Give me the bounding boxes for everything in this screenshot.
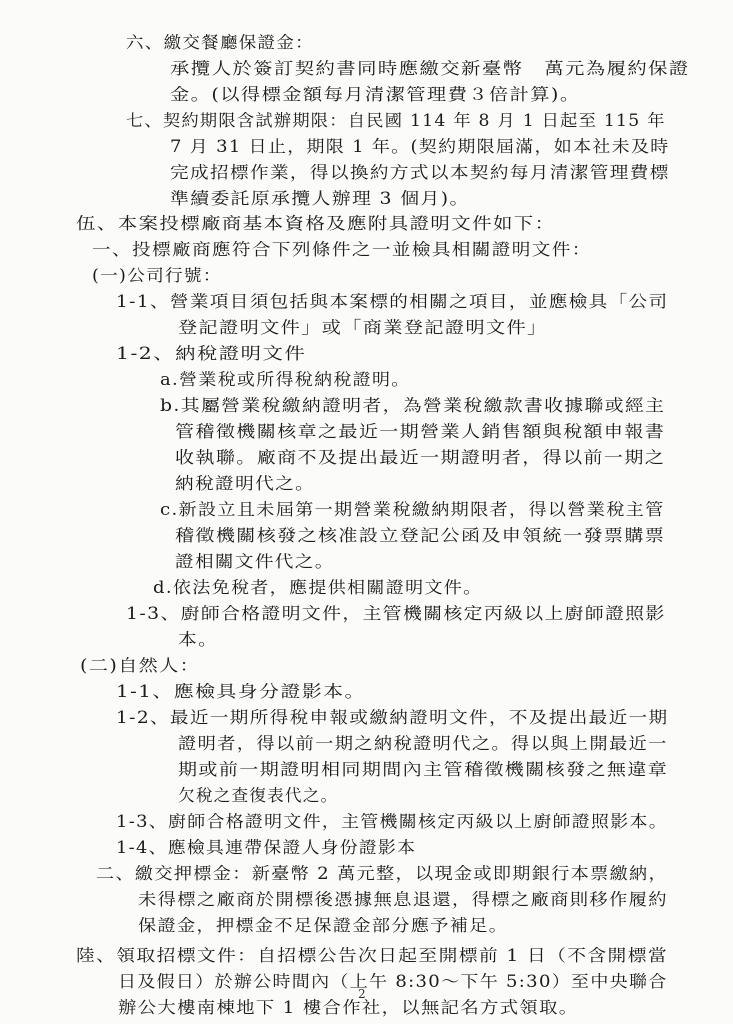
- clause-7-text-line: 準續委託原承攬人辦理 3 個月)。: [170, 189, 470, 208]
- item-1-1-company-cont: 登記證明文件」或「商業登記證明文件」: [178, 318, 548, 337]
- natural-person-heading: (二)自然人：: [80, 656, 201, 675]
- item-1-1-company: 1-1、營業項目須包括與本案標的相關之項目，並應檢具「公司: [116, 292, 669, 311]
- item-1-3-person: 1-3、廚師合格證明文件，主管機關核定丙級以上廚師證照影本。: [116, 812, 668, 831]
- item-1-2-person: 1-2、最近一期所得稅申報或繳納證明文件，不及提出最近一期: [116, 708, 669, 727]
- clause-7-text-line: 7 月 31 日止，期限 1 年。(契約期限屆滿，如本社未及時: [170, 137, 670, 156]
- clause-6-text-line: 承攬人於簽訂契約書同時應繳交新臺幣 萬元為履約保證: [170, 59, 690, 78]
- item-b-cont: 納稅證明代之。: [175, 474, 316, 493]
- item-1-2-person-cont: 證明者，得以前一期之納稅證明代之。得以與上開最近一: [178, 734, 668, 753]
- clause-7-heading: 七、契約期限含試辦期限：自民國 114 年 8 月 1 日起至 115 年: [126, 111, 666, 130]
- subsection-2-cont: 保證金，押標金不足保證金部分應予補足。: [138, 916, 509, 935]
- subsection-2-cont: 未得標之廠商於開標後憑據無息退還，得標之廠商則移作履約: [138, 890, 668, 909]
- section-6-cont: 辦公大樓南棟地下 1 樓合作社，以無記名方式領取。: [118, 998, 579, 1017]
- section-6-heading: 陸、領取招標文件：自招標公告次日起至開標前 1 日（不含開標當: [76, 946, 668, 965]
- item-d: d.依法免稅者，應提供相關證明文件。: [153, 578, 483, 597]
- item-1-1-person: 1-1、應檢具身分證影本。: [116, 682, 366, 701]
- clause-6-heading: 六、繳交餐廳保證金：: [126, 33, 314, 52]
- subsection-2-bid-bond: 二、繳交押標金：新臺幣 2 萬元整，以現金或即期銀行本票繳納，: [96, 864, 668, 883]
- section-5-heading: 伍、本案投標廠商基本資格及應附具證明文件如下：: [76, 214, 556, 233]
- company-heading: (一)公司行號：: [92, 266, 222, 285]
- item-1-3-company: 1-3、廚師合格證明文件，主管機關核定丙級以上廚師證照影: [126, 604, 666, 623]
- subsection-1-heading: 一、投標廠商應符合下列條件之一並檢具相關證明文件：: [92, 240, 592, 259]
- item-1-3-company-cont: 本。: [178, 630, 219, 649]
- item-1-4-person: 1-4、應檢具連帶保證人身份證影本: [116, 838, 417, 857]
- item-c-cont: 證相關文件代之。: [175, 552, 335, 571]
- item-c-cont: 稽徵機關核發之核准設立登記公函及申領統一發票購票: [175, 526, 666, 545]
- item-1-2-person-cont: 期或前一期證明相同期間內主管稽徵機關核發之無違章: [178, 760, 669, 779]
- item-1-2-company: 1-2、納稅證明文件: [116, 344, 307, 363]
- clause-7-text-line: 完成招標作業，得以換約方式以本契約每月清潔管理費標: [170, 163, 670, 182]
- item-b-cont: 管稽徵機關核章之最近一期營業人銷售額與稅額申報書: [175, 422, 666, 441]
- item-c: c.新設立且未屆第一期營業稅繳納期限者，得以營業稅主管: [160, 500, 665, 519]
- item-1-2-person-cont: 欠稅之查復表代之。: [178, 786, 339, 805]
- item-a: a.營業稅或所得稅納稅證明。: [160, 370, 411, 389]
- section-6-cont: 日及假日）於辦公時間內（上午 8:30～下午 5:30）至中央聯合: [118, 972, 668, 991]
- item-b-cont: 收執聯。廠商不及提出最近一期證明者，得以前一期之: [175, 448, 666, 467]
- page-number: 2: [358, 987, 366, 1001]
- item-b: b.其屬營業稅繳納證明者，為營業稅繳款書收據聯或經主: [160, 396, 666, 415]
- clause-6-text-line: 金。(以得標金額每月清潔管理費３倍計算)。: [170, 85, 581, 104]
